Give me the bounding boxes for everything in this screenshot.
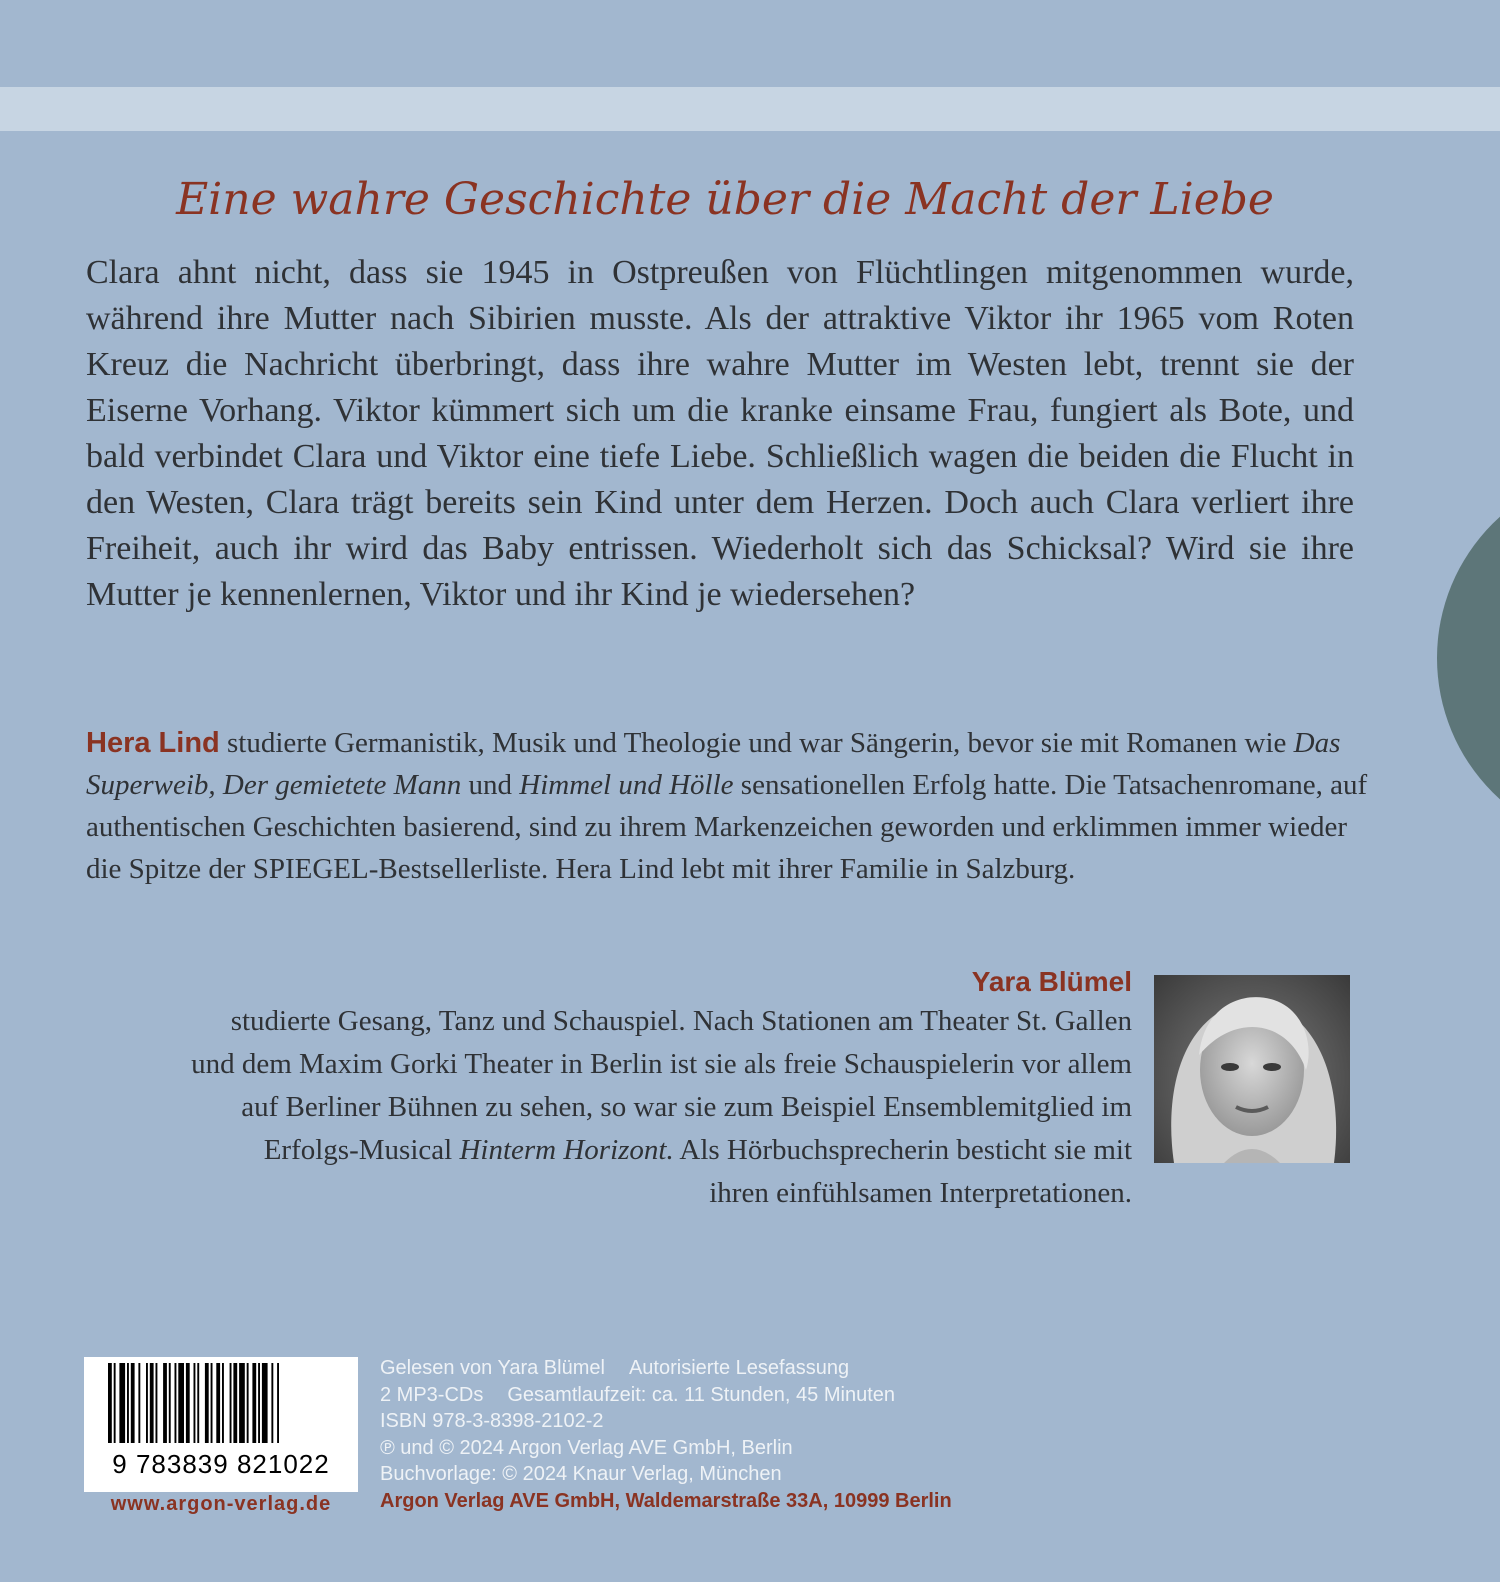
- barcode-number: 9 783839 821022: [112, 1449, 330, 1479]
- speaker-musical-title: Hinterm Horizont.: [459, 1134, 674, 1166]
- author-text-1: studierte Germanistik, Musik und Theologie und war Sängerin, bevor sie mit Romanen wie: [219, 727, 1294, 759]
- speaker-bio-line: auf Berliner Bühnen zu sehen, so war sie zum Beispiel Ensemblemitglied im: [241, 1091, 1132, 1123]
- format: 2 MP3-CDs: [380, 1383, 484, 1406]
- speaker-bio-line: und dem Maxim Gorki Theater in Berlin ist sie als freie Schauspielerin vor allem: [191, 1048, 1132, 1080]
- author-text-3: sensationellen Erfolg hatte. Die Tatsachenromane, auf authentischen Geschichten basierend, sind zu ihrem Markenzeichen geworden und erklimmen immer wieder die Spitze der SPIEGEL-Bestsellerliste. Hera Lind lebt mit ihrer Familie in Salzburg.: [86, 769, 1368, 885]
- speaker-portrait: [1154, 975, 1350, 1163]
- author-book-title: Himmel und Hölle: [519, 769, 734, 801]
- author-text-2: und: [461, 769, 520, 801]
- cd-disc-edge: [1437, 468, 1500, 848]
- publisher-address: Argon Verlag AVE GmbH, Waldemarstraße 33A, 10999 Berlin: [380, 1489, 952, 1512]
- barcode: [84, 1357, 358, 1492]
- author-name: Hera Lind: [86, 727, 220, 759]
- speaker-bio: [40, 1000, 1132, 1215]
- copyright: ℗ und © 2024 Argon Verlag AVE GmbH, Berlin: [380, 1436, 793, 1459]
- duration: Gesamtlaufzeit: ca. 11 Stunden, 45 Minuten: [507, 1383, 895, 1406]
- website-link[interactable]: www.argon-verlag.de: [110, 1493, 332, 1515]
- author-bio: [86, 722, 1386, 890]
- speaker-photo: [1154, 975, 1350, 1163]
- speaker-bio-line: [40, 1129, 1132, 1172]
- speaker-bio-text: Als Hörbuchsprecherin besticht sie mit: [673, 1134, 1132, 1166]
- version: Autorisierte Lesefassung: [628, 1357, 850, 1379]
- top-band: [0, 87, 1500, 131]
- author-book-titles: Das Superweib, Der gemietete Mann: [86, 727, 1341, 801]
- credits-line: [380, 1355, 1100, 1382]
- book-source: Buchvorlage: © 2024 Knaur Verlag, München: [380, 1463, 782, 1485]
- credits-line: [380, 1382, 1100, 1409]
- tagline: Eine wahre Geschichte über die Macht der Liebe: [176, 174, 1274, 225]
- speaker-bio-line: studierte Gesang, Tanz und Schauspiel. Nach Stationen am Theater St. Gallen: [230, 1005, 1132, 1037]
- read-by: Gelesen von Yara Blümel: [380, 1357, 605, 1379]
- speaker-bio-line: ihren einfühlsamen Interpretationen.: [709, 1177, 1132, 1209]
- speaker-name: Yara Blümel: [971, 966, 1132, 997]
- speaker-bio-text: Erfolgs-Musical: [263, 1134, 460, 1166]
- blurb-text: Clara ahnt nicht, dass sie 1945 in Ostpreußen von Flüchtlingen mitgenommen wurde, während ihre Mutter nach Sibirien musste. Als der attraktive Viktor ihr 1965 vom Roten Kreuz die Nachricht überbringt, dass ihre wahre Mutter im Westen lebt, trennt sie der Eiserne Vorhang. Viktor kümmert sich um die kranke einsame Frau, fungiert als Bote, und bald verbindet Clara und Viktor eine tiefe Liebe. Schließlich wagen die beiden die Flucht in den Westen, Clara trägt bereits sein Kind unter dem Herzen. Doch auch Clara verliert ihre Freiheit, auch ihr wird das Baby entrissen. Wiederholt sich das Schicksal? Wird sie ihre Mutter je kennenlernen, Viktor und ihr Kind je wiedersehen?: [86, 254, 1354, 613]
- isbn: ISBN 978-3-8398-2102-2: [380, 1410, 604, 1432]
- barcode-bars: [84, 1357, 358, 1449]
- credits: [380, 1355, 1100, 1514]
